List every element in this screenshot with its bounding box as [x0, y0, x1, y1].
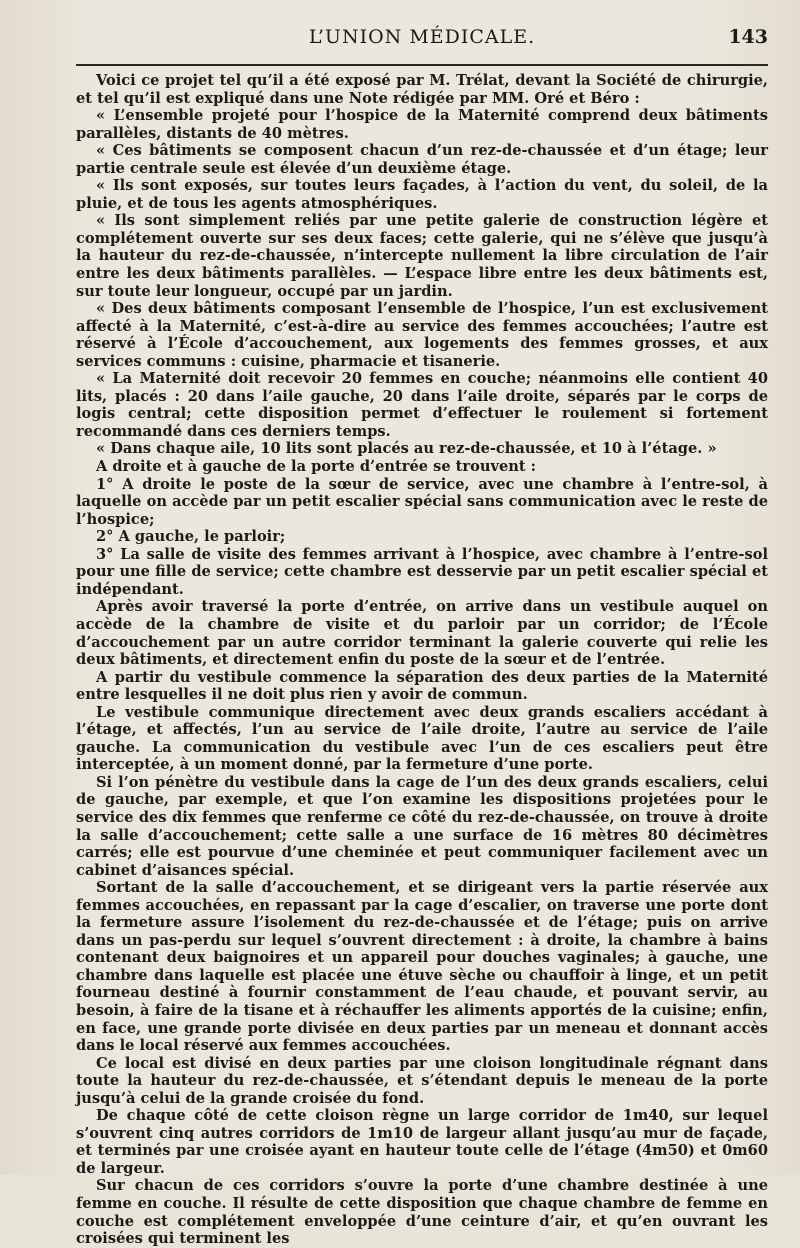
paragraph: « Ces bâtiments se composent chacun d’un rez-de-chaussée et d’un étage; leur partie centrale seule est élevée d’un deuxième étage. [76, 142, 768, 177]
paragraph: Voici ce projet tel qu’il a été exposé par M. Trélat, devant la Société de chirurgie, et tel qu’il est expliqué dans une Note rédigée par MM. Oré et Béro : [76, 72, 768, 107]
paragraph: « Ils sont exposés, sur toutes leurs façades, à l’action du vent, du soleil, de la pluie, et de tous les agents atmosphériques. [76, 177, 768, 212]
article-body [76, 72, 768, 1248]
paragraph: Le vestibule communique directement avec deux grands escaliers accédant à l’étage, et affectés, l’un au service de l’aile droite, l’autre au service de l’aile gauche. La communication du vestibule avec l’un de ces escaliers peut être interceptée, à un moment donné, par la fermeture d’une porte. [76, 703, 768, 774]
paragraph: Après avoir traversé la porte d’entrée, on arrive dans un vestibule auquel on accède de la chambre de visite et du parloir par un corridor; de l’École d’accouchement par un autre corridor terminant la galerie couverte qui relie les deux bâtiments, et directement enfin du poste de la sœur et de l’entrée. [76, 598, 768, 669]
paragraph: Sortant de la salle d’accouchement, et se dirigeant vers la partie réservée aux femmes accouchées, en repassant par la cage d’escalier, on traverse une porte dont la fermeture assure l’isolement du rez-de-chaussée et de l’étage; puis on arrive dans un pas-perdu sur lequel s’ouvrent directement : à droite, la chambre à bains contenant deux baignoires et un appareil pour douches vaginales; à gauche, une chambre dans laquelle est placée une étuve sèche ou chauffoir à linge, et un petit fourneau destiné à fournir constamment de l’eau chaude, et pouvant servir, au besoin, à faire de la tisane et à réchauffer les aliments apportés de la cuisine; enfin, en face, une grande porte divisée en deux parties par un meneau et donnant accès dans le local réservé aux femmes accouchées. [76, 879, 768, 1055]
paragraph: 3° La salle de visite des femmes arrivant à l’hospice, avec chambre à l’entre-sol pour une fille de service; cette chambre est desservie par un petit escalier spécial et indépendant. [76, 545, 768, 598]
paragraph: « Ils sont simplement reliés par une petite galerie de construction légère et complétement ouverte sur ses deux faces; cette galerie, qui ne s’élève que jusqu’à la hauteur du rez-de-chaussée, n’intercepte nullement la libre circulation de l’air entre les deux bâtiments parallèles. — L’espace libre entre les deux bâtiments est, sur toute leur longueur, occupé par un jardin. [76, 212, 768, 300]
paragraph: Si l’on pénètre du vestibule dans la cage de l’un des deux grands escaliers, celui de gauche, par exemple, et que l’on examine les dispositions projetées pour le service des dix femmes que renferme ce côté du rez-de-chaussée, on trouve à droite la salle d’accouchement; cette salle a une surface de 16 mètres 80 décimètres carrés; elle est pourvue d’une cheminée et peut communiquer facilement avec un cabinet d’aisances spécial. [76, 773, 768, 879]
paragraph: « Des deux bâtiments composant l’ensemble de l’hospice, l’un est exclusivement affecté à la Maternité, c’est-à-dire au service des femmes accouchées; l’autre est réservé à l’École d’accouchement, aux logements des femmes grosses, et aux services communs : cuisine, pharmacie et tisanerie. [76, 300, 768, 370]
paragraph: A partir du vestibule commence la séparation des deux parties de la Maternité entre lesquelles il ne doit plus rien y avoir de commun. [76, 668, 768, 704]
paragraph: Sur chacun de ces corridors s’ouvre la porte d’une chambre destinée à une femme en couche. Il résulte de cette disposition que chaque chambre de femme en couche est complétement enveloppée d’une ceinture d’air, et qu’en ouvrant les croisées qui terminent les [76, 1177, 768, 1248]
journal-title: L’UNION MÉDICALE. [308, 26, 536, 48]
paragraph: A droite et à gauche de la porte d’entrée se trouvent : [96, 458, 537, 476]
paragraph: « La Maternité doit recevoir 20 femmes en couche; néanmoins elle contient 40 lits, placés : 20 dans l’aile gauche, 20 dans l’aile droite, séparés par le corps de logis central; cette disposition permet d’effectuer le roulement si fortement recommandé dans ces derniers temps. [76, 370, 768, 440]
paragraph: Ce local est divisé en deux parties par une cloison longitudinale régnant dans toute la hauteur du rez-de-chaussée, et s’étendant depuis le meneau de la porte jusqu’à celui de la grande croisée du fond. [76, 1054, 768, 1107]
paragraph: « Dans chaque aile, 10 lits sont placés au rez-de-chaussée, et 10 à l’étage. » [96, 440, 717, 458]
paragraph: De chaque côté de cette cloison règne un large corridor de 1m40, sur lequel s’ouvrent cinq autres corridors de 1m10 de largeur allant jusqu’au mur de façade, et terminés par une croisée ayant en hauteur toute celle de l’étage (4m50) et 0m60 de largeur. [76, 1107, 768, 1177]
header-rule [76, 64, 768, 66]
paragraph: 2° A gauche, le parloir; [96, 528, 286, 546]
page-number: 143 [728, 26, 768, 48]
paragraph: 1° A droite le poste de la sœur de service, avec une chambre à l’entre-sol, à laquelle on accède par un petit escalier spécial sans communication avec le reste de l’hospice; [76, 475, 768, 528]
paragraph: « L’ensemble projeté pour l’hospice de la Maternité comprend deux bâtiments parallèles, distants de 40 mètres. [76, 107, 768, 142]
running-header [76, 26, 768, 62]
